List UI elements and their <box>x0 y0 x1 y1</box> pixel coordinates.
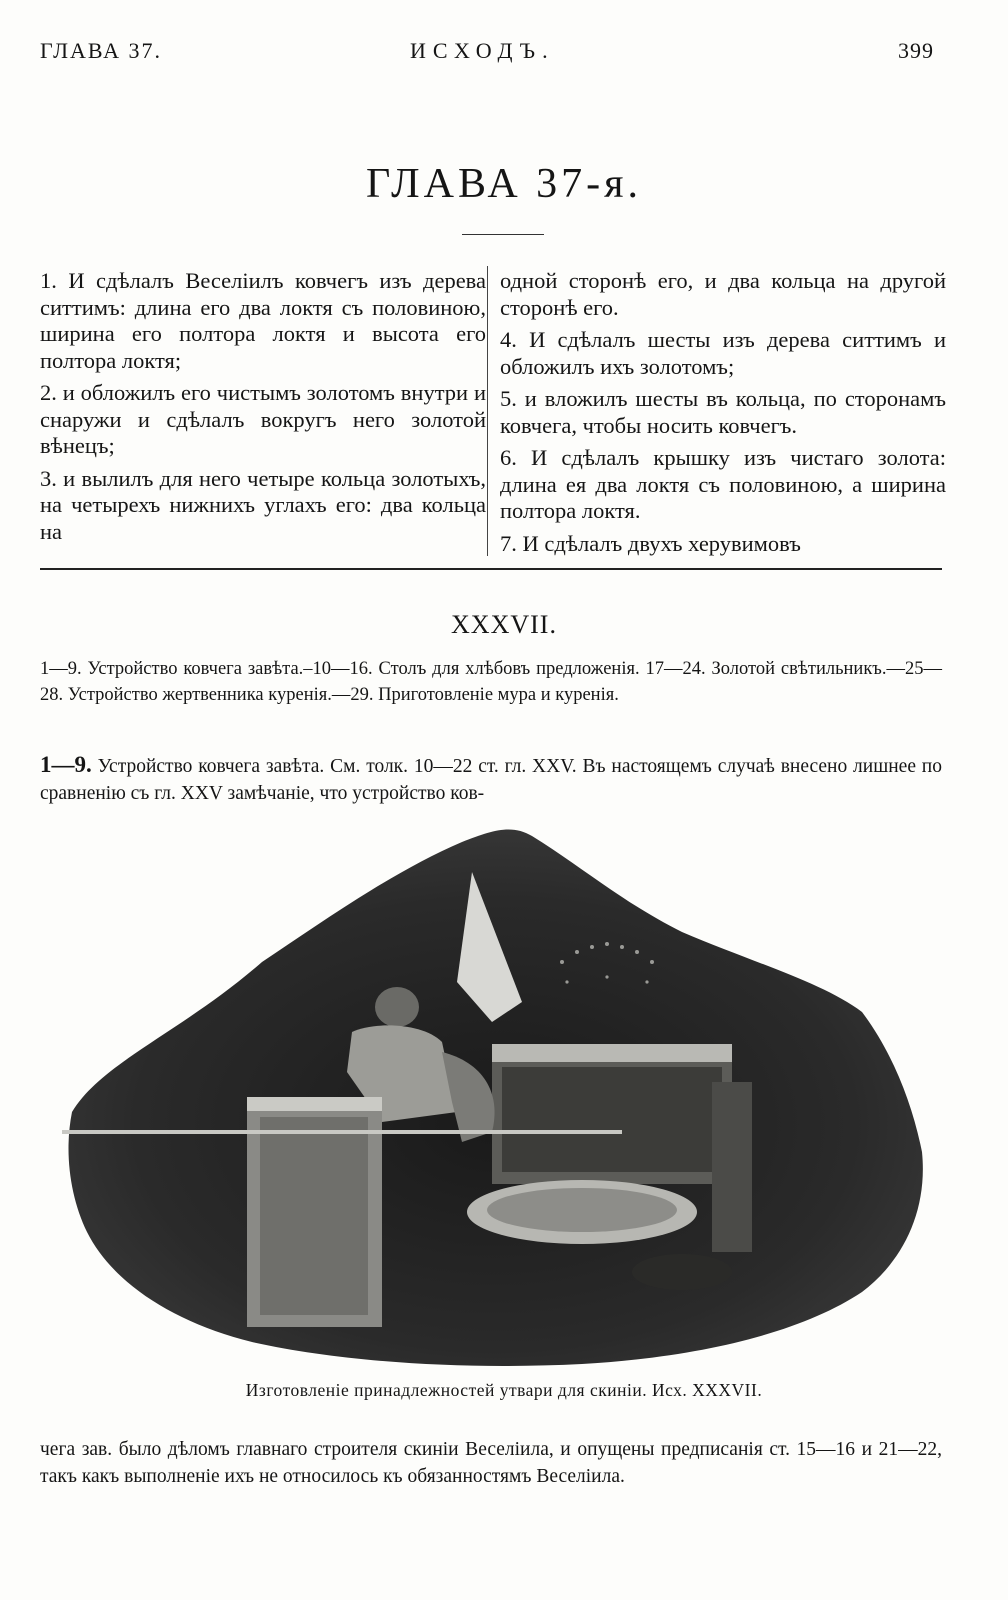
chapter-summary: 1—9. Устройство ковчега завѣта.–10—16. Столъ для хлѣбовъ предложенія. 17—24. Золотой свѣтильникъ.—25—28. Устройство жертвенника куренія.—29. Приготовленіе мура и куренія. <box>40 659 942 705</box>
running-head-book: ИСХОДЪ. <box>410 38 555 63</box>
verse-column-right <box>500 268 946 563</box>
illustration-caption: Изготовленіе принадлежностей утвари для скиніи. Исх. XXXVII. <box>245 1380 763 1400</box>
page-number: 399 <box>898 38 934 63</box>
verse-3-continued: одной сторонѣ его, и два кольца на другой сторонѣ его. <box>500 268 946 320</box>
verse-6: 6. И сдѣлалъ крышку изъ чистаго золота: длина ея два локтя съ половиною, а ширина полтора локтя. <box>500 445 946 523</box>
verse-7: 7. И сдѣлалъ двухъ херувимовъ <box>500 530 801 556</box>
verse-4: 4. И сдѣлалъ шесты изъ дерева ситтимъ и обложилъ ихъ золотомъ; <box>500 327 946 379</box>
commentary-continued: чега зав. было дѣломъ главнаго строителя скиніи Веселіила, и опущены предписанія ст. 15—16 и 21—22, такъ какъ выполненіе ихъ не относилось къ обязанностямъ Веселіила. <box>40 1439 942 1487</box>
verse-2: 2. и обложилъ его чистымъ золотомъ внутри и снаружи и сдѣлалъ вокругъ него золотой вѣнецъ; <box>40 380 486 458</box>
commentary-text: Устройство ковчега завѣта. См. толк. 10—22 ст. гл. XXV. Въ настоящемъ случаѣ внесено лишнее по сравненію съ гл. XXV замѣчаніе, что устройство ков- <box>40 756 942 804</box>
commentary-paragraph <box>40 751 942 807</box>
title-rule <box>462 234 544 235</box>
verse-1: 1. И сдѣлалъ Веселіилъ ковчегъ изъ дерева ситтимъ: длина его два локтя съ половиною, ширина его полтора локтя и высота его полтора локтя; <box>40 268 486 373</box>
verse-column-left <box>40 268 486 551</box>
running-head-chapter: ГЛАВА 37. <box>40 38 163 63</box>
tabernacle-engraving-illustration <box>62 812 940 1372</box>
commentary-verse-range: 1—9. <box>40 752 92 777</box>
column-divider <box>487 266 488 556</box>
chapter-title: ГЛАВА 37-я. <box>366 161 642 207</box>
verse-3: 3. и вылилъ для него четыре кольца золотыхъ, на четырехъ нижнихъ углахъ его: два кольца на <box>40 465 486 544</box>
section-rule <box>40 568 942 570</box>
section-numeral: XXXVII. <box>451 610 557 639</box>
verse-5: 5. и вложилъ шесты въ кольца, по сторонамъ ковчега, чтобы носить ковчегъ. <box>500 386 946 438</box>
